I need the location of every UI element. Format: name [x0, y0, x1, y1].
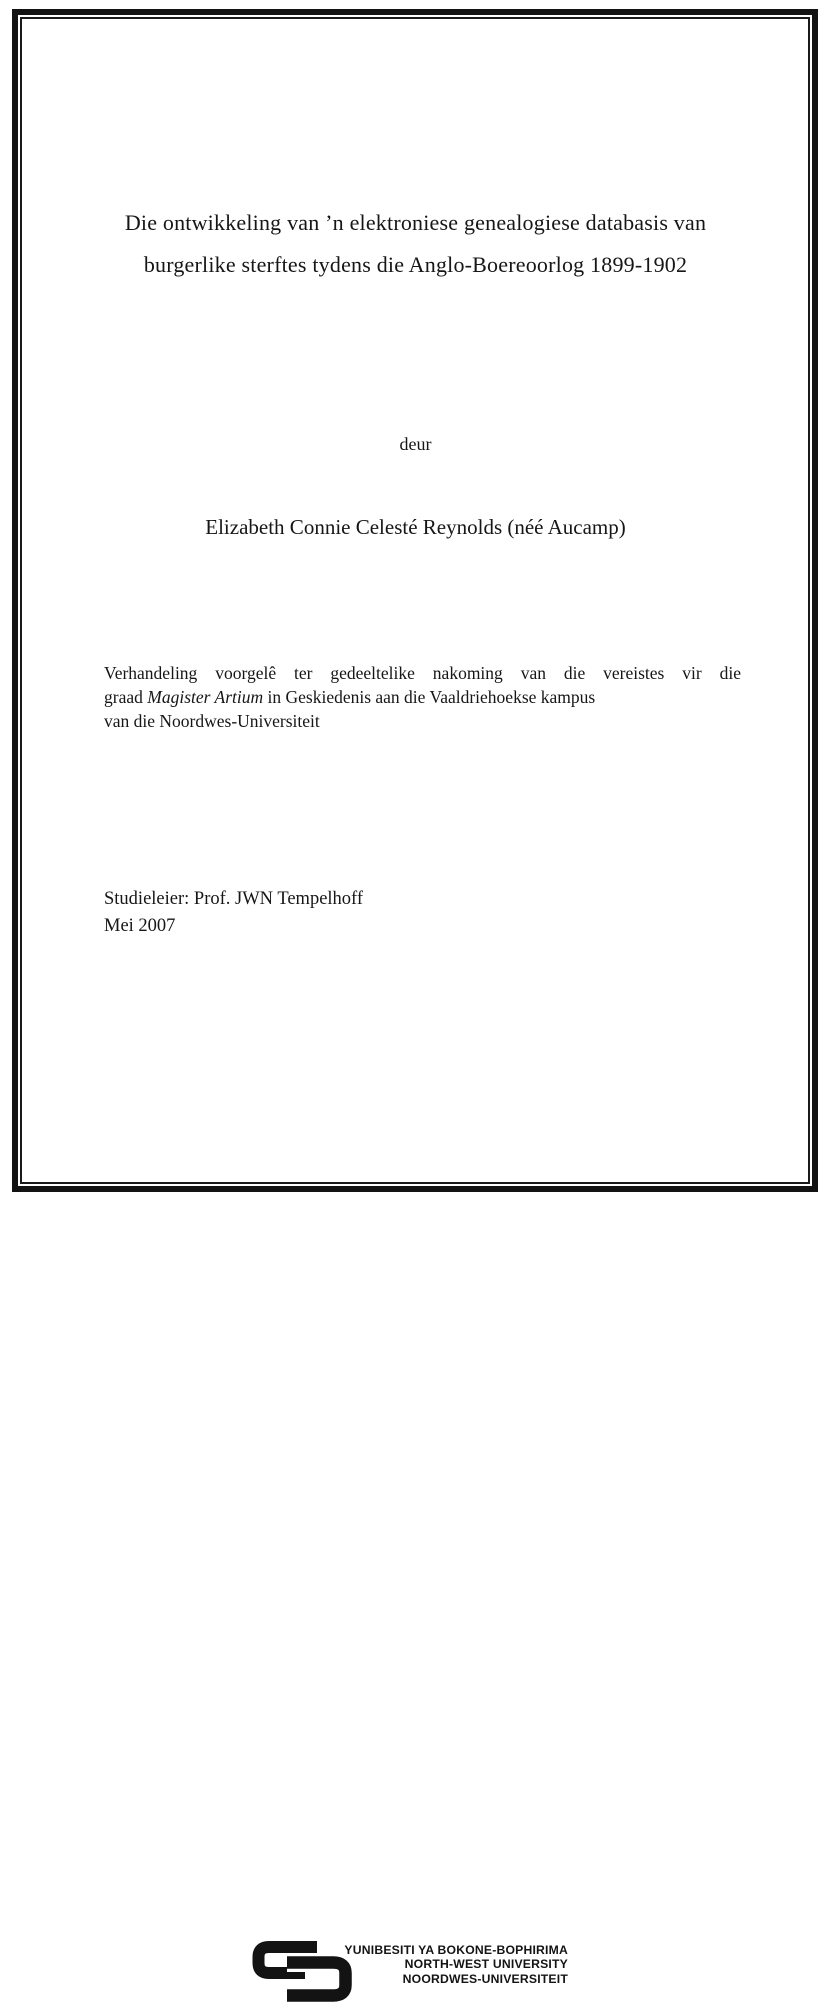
byline-label: deur: [399, 434, 432, 454]
submission-note-line-3: van die Noordwes-Universiteit: [104, 711, 320, 731]
submission-degree-suffix: in Geskiedenis aan die Vaaldriehoekse kampus: [263, 687, 596, 707]
nwu-interlocked-links-icon: [253, 1941, 353, 2003]
logo-text-english: NORTH-WEST UNIVERSITY: [404, 1957, 568, 1972]
supervisor-line: Studieleier: Prof. JWN Tempelhoff: [104, 889, 364, 909]
submission-note-line-1: Verhandeling voorgelê ter gedeeltelike nakoming van die vereistes vir die: [104, 663, 741, 683]
thesis-title: [0, 202, 831, 286]
thesis-title-line-1: Die ontwikkeling van ’n elektroniese genealogiese databasis van: [124, 210, 707, 235]
logo-text-afrikaans: NOORDWES-UNIVERSITEIT: [402, 1971, 568, 1986]
submission-degree-prefix: graad: [104, 687, 148, 707]
submission-note: [104, 661, 741, 733]
university-logo-text: [344, 1943, 568, 1986]
degree-name-italic: Magister Artium: [147, 687, 264, 707]
logo-text-setswana: YUNIBESITI YA BOKONE-BOPHIRIMA: [344, 1943, 568, 1957]
author-name: Elizabeth Connie Celesté Reynolds (néé Aucamp): [205, 515, 626, 539]
university-logo: [0, 960, 831, 1986]
thesis-title-line-2: burgerlike sterftes tydens die Anglo-Boereoorlog 1899-1902: [143, 252, 688, 277]
supervisor-block: [104, 886, 363, 939]
date-line: Mei 2007: [104, 915, 176, 936]
submission-note-line-2: [104, 685, 741, 709]
